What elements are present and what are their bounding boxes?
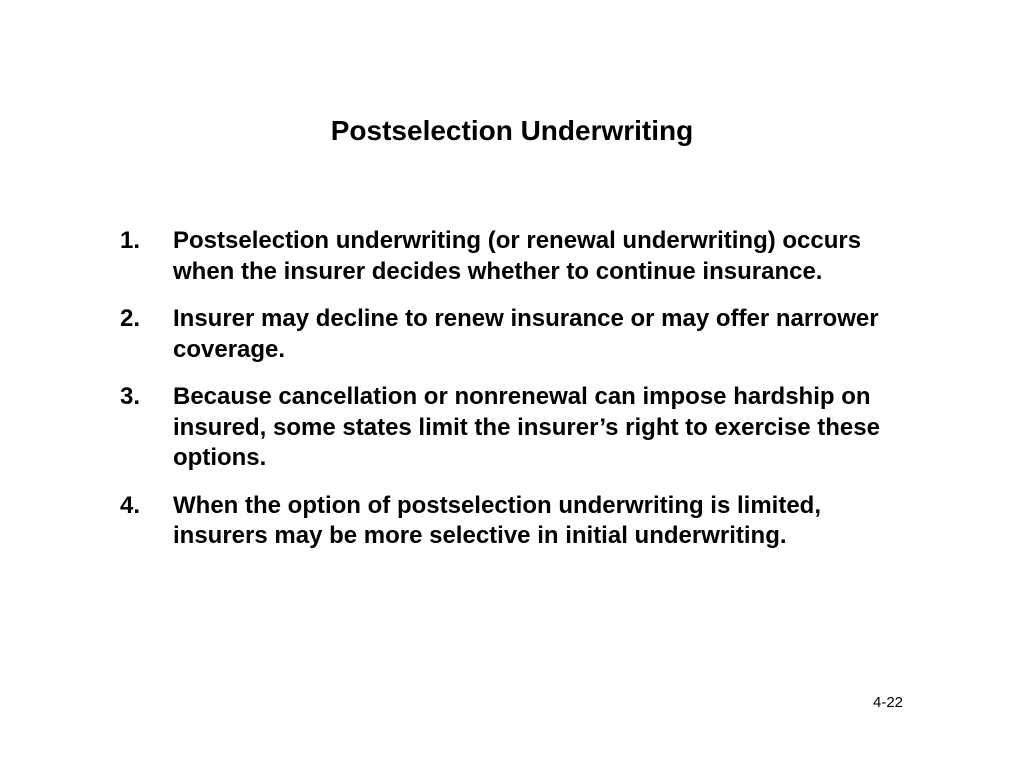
list-item bbox=[120, 226, 920, 287]
list-item bbox=[120, 491, 920, 552]
page-number: 4-22 bbox=[873, 694, 904, 711]
list-item-number: 2. bbox=[120, 305, 141, 332]
list-item-text: When the option of postselection underwriting is limited, insurers may be more selective in initial underwriting. bbox=[173, 491, 821, 549]
list-item bbox=[120, 304, 920, 365]
list-item-number: 1. bbox=[120, 227, 141, 254]
list-item-number: 3. bbox=[120, 383, 141, 410]
list-item-text: Because cancellation or nonrenewal can impose hardship on insured, some states limit the insurer’s right to exercise these options. bbox=[173, 383, 880, 471]
slide-title: Postselection Underwriting bbox=[330, 115, 694, 146]
numbered-list bbox=[120, 226, 920, 569]
list-item-text: Insurer may decline to renew insurance or may offer narrower coverage. bbox=[173, 305, 879, 363]
list-item-text: Postselection underwriting (or renewal underwriting) occurs when the insurer decides whether to continue insurance. bbox=[173, 227, 862, 285]
list-item-number: 4. bbox=[120, 491, 141, 519]
list-item bbox=[120, 382, 920, 474]
